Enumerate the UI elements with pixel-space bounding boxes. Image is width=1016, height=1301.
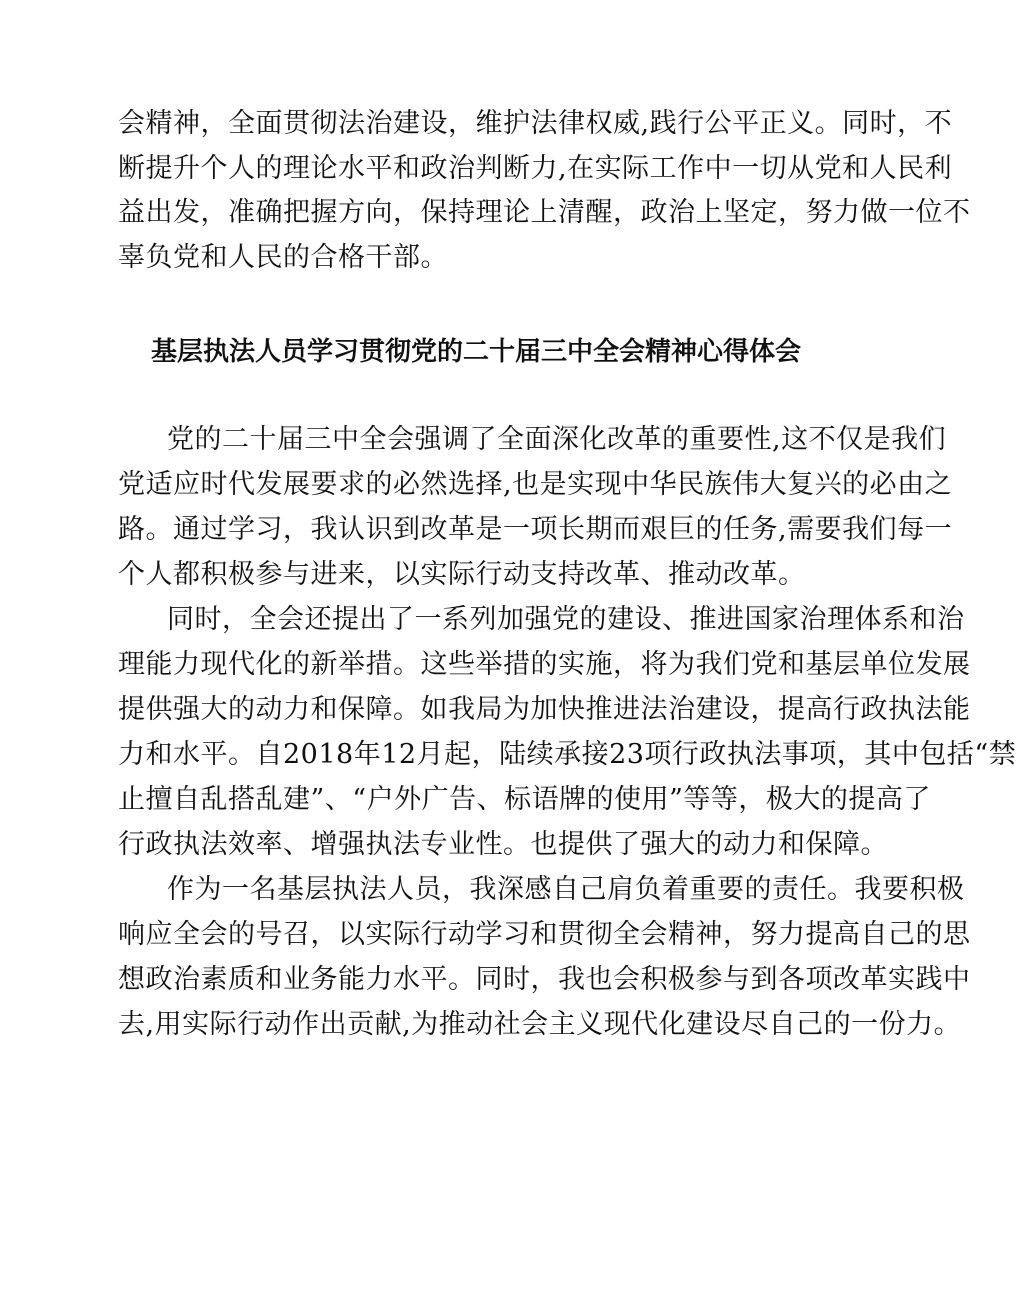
paragraph-line: 力和水平。自2018年12月起，陆续承接23项行政执法事项，其中包括“禁 <box>118 739 1016 770</box>
paragraph-line: 提供强大的动力和保障。如我局为加快推进法治建设，提高行政执法能 <box>118 694 971 725</box>
continued-paragraph-line: 辜负党和人民的合格干部。 <box>118 242 448 273</box>
continued-paragraph-line: 益出发，准确把握方向，保持理论上清醒，政治上坚定，努力做一位不 <box>118 197 971 228</box>
continued-paragraph-line: 断提升个人的理论水平和政治判断力,在实际工作中一切从党和人民利 <box>118 153 953 184</box>
article-title: 基层执法人员学习贯彻党的二十届三中全会精神心得体会 <box>150 337 801 367</box>
paragraph-line: 理能力现代化的新举措。这些举措的实施，将为我们党和基层单位发展 <box>118 649 971 680</box>
continued-paragraph-line: 会精神，全面贯彻法治建设，维护法律权威,践行公平正义。同时，不 <box>118 108 953 139</box>
paragraph-line: 响应全会的号召，以实际行动学习和贯彻全会精神，努力提高自己的思 <box>118 919 971 950</box>
paragraph-line: 党适应时代发展要求的必然选择,也是实现中华民族伟大复兴的必由之 <box>118 469 953 500</box>
paragraph-line: 同时，全会还提出了一系列加强党的建设、推进国家治理体系和治 <box>167 604 965 635</box>
paragraph-line: 去,用实际行动作出贡献,为推动社会主义现代化建设尽自己的一份力。 <box>118 1009 962 1040</box>
paragraph-line: 行政执法效率、增强执法专业性。也提供了强大的动力和保障。 <box>118 829 888 860</box>
paragraph-line: 路。通过学习，我认识到改革是一项长期而艰巨的任务,需要我们每一 <box>118 514 953 545</box>
paragraph-line: 个人都积极参与进来，以实际行动支持改革、推动改革。 <box>118 559 806 590</box>
paragraph-line: 想政治素质和业务能力水平。同时，我也会积极参与到各项改革实践中 <box>118 964 971 995</box>
paragraph-line: 止擅自乱搭乱建”、“户外广告、标语牌的使用”等等，极大的提高了 <box>118 784 931 815</box>
paragraph-line: 作为一名基层执法人员，我深感自己肩负着重要的责任。我要积极 <box>167 874 965 905</box>
paragraph-line: 党的二十届三中全会强调了全面深化改革的重要性,这不仅是我们 <box>167 424 947 455</box>
